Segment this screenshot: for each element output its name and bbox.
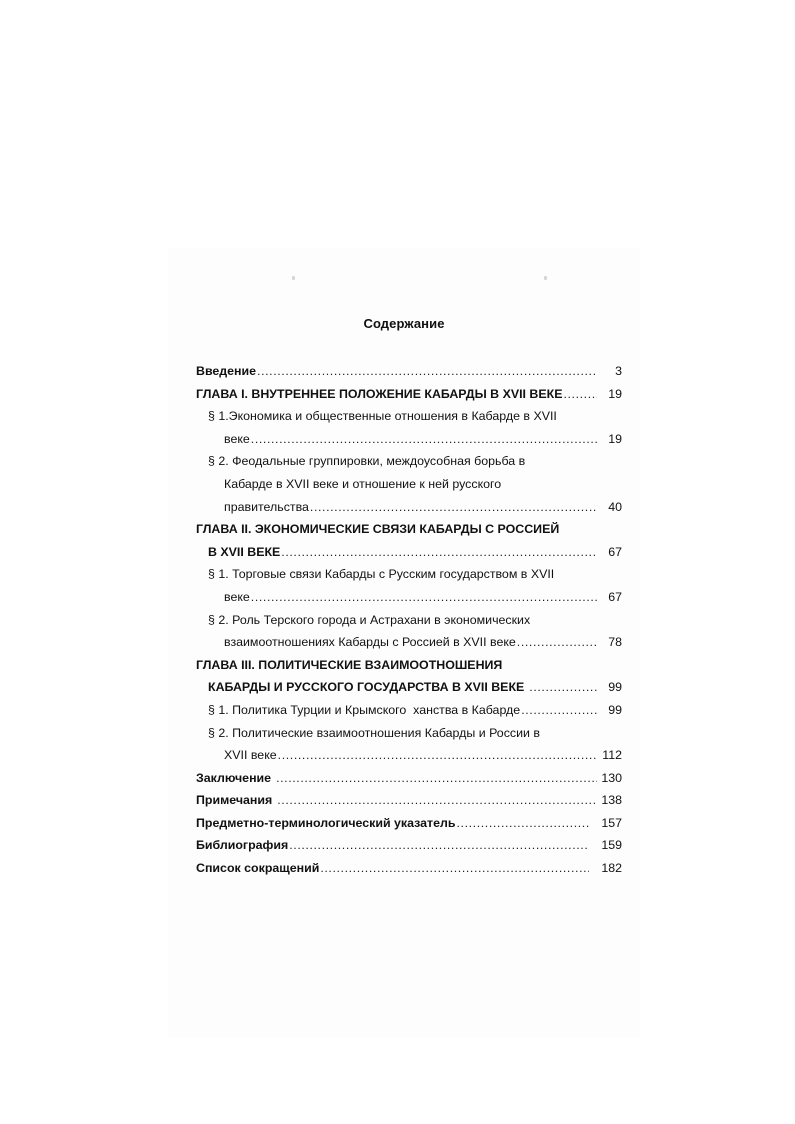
toc-entry-ch3-section-1[interactable]	[196, 699, 626, 722]
toc-entry-ch1-section-2-cont[interactable]	[196, 473, 626, 496]
toc-entry-ch2-section-2-cont[interactable]	[196, 631, 626, 654]
toc-entry-index[interactable]	[196, 812, 626, 835]
toc-entry-bibliography[interactable]	[196, 834, 626, 857]
dot-leader	[251, 586, 597, 609]
toc-entry-chapter-1[interactable]	[196, 383, 626, 406]
toc-entry-notes[interactable]	[196, 789, 626, 812]
toc-page-number: 3	[615, 364, 622, 378]
dot-leader	[251, 428, 597, 451]
dot-leader	[281, 541, 597, 564]
toc-page-number: 99	[608, 680, 622, 695]
toc-entry-intro[interactable]	[196, 360, 626, 383]
toc-page-number: 67	[608, 589, 622, 604]
scan-speck	[292, 276, 295, 280]
dot-leader	[289, 834, 589, 857]
toc-entry-conclusion[interactable]	[196, 767, 626, 790]
toc-entry-label: Предметно-терминологический указатель	[196, 815, 456, 830]
dot-leader	[257, 360, 597, 383]
toc-entry-ch3-section-2-cont[interactable]	[196, 744, 626, 767]
toc-entry-label: ГЛАВА I. ВНУТРЕННЕЕ ПОЛОЖЕНИЕ КАБАРДЫ В XVII ВЕКЕ	[196, 386, 563, 401]
toc-entry-chapter-3-cont[interactable]	[196, 676, 626, 699]
toc-entry-label: § 1. Торговые связи Кабарды с Русским государством в XVII	[208, 567, 555, 582]
table-of-contents	[196, 360, 626, 880]
toc-entry-ch1-section-1-cont[interactable]	[196, 428, 626, 451]
toc-entry-chapter-3[interactable]	[196, 654, 626, 677]
toc-entry-label: § 2. Политические взаимоотношения Кабарды и России в	[208, 725, 540, 740]
toc-entry-label: Заключение	[196, 770, 272, 785]
toc-entry-label: ГЛАВА II. ЭКОНОМИЧЕСКИЕ СВЯЗИ КАБАРДЫ С РОССИЕЙ	[196, 522, 560, 537]
toc-entry-label: § 1.Экономика и общественные отношения в Кабарде в XVII	[208, 409, 557, 424]
dot-leader	[320, 857, 589, 880]
toc-page-number: 138	[601, 793, 622, 808]
toc-page-number: 19	[608, 431, 622, 446]
toc-entry-ch1-section-1[interactable]	[196, 405, 626, 428]
toc-entry-chapter-2[interactable]	[196, 518, 626, 541]
toc-entry-chapter-2-cont[interactable]	[196, 541, 626, 564]
toc-entry-label: Кабарде в XVII веке и отношение к ней русского	[224, 476, 502, 491]
dot-leader	[277, 789, 597, 812]
toc-entry-label: веке	[224, 589, 250, 604]
toc-page-number: 159	[601, 838, 622, 853]
toc-entry-ch2-section-2[interactable]	[196, 609, 626, 632]
toc-page-number: 40	[608, 499, 622, 514]
toc-entry-label: В XVII ВЕКЕ	[208, 544, 281, 559]
toc-entry-label: Введение	[196, 364, 257, 378]
toc-entry-label: ГЛАВА III. ПОЛИТИЧЕСКИЕ ВЗАИМООТНОШЕНИЯ	[196, 657, 503, 672]
scan-speck	[544, 276, 547, 280]
toc-title: Содержание	[363, 316, 445, 331]
toc-page-number: 99	[608, 702, 622, 717]
toc-entry-abbreviations[interactable]	[196, 857, 626, 880]
toc-entry-ch2-section-1[interactable]	[196, 563, 626, 586]
dot-leader	[276, 767, 597, 790]
toc-entry-ch1-section-2-cont2[interactable]	[196, 496, 626, 519]
toc-entry-ch2-section-1-cont[interactable]	[196, 586, 626, 609]
toc-entry-ch3-section-2[interactable]	[196, 722, 626, 745]
toc-entry-label: § 2. Роль Терского города и Астрахани в экономических	[208, 612, 531, 627]
toc-entry-label: Библиография	[196, 838, 289, 853]
toc-entry-label: Примечания	[196, 793, 273, 808]
toc-entry-label: XVII веке	[224, 748, 277, 763]
dot-leader	[310, 496, 597, 519]
toc-entry-label: § 2. Феодальные группировки, междоусобная борьба в	[208, 454, 526, 469]
toc-page-number: 182	[601, 861, 622, 876]
toc-entry-label: Список сокращений	[196, 861, 320, 876]
toc-entry-label: § 1. Политика Турции и Крымского ханства в Кабарде	[208, 702, 521, 717]
toc-page-number: 157	[601, 815, 622, 830]
toc-entry-label: взаимоотношениях Кабарды с Россией в XVII веке	[224, 635, 516, 650]
toc-entry-label: правительства	[224, 499, 309, 514]
dot-leader	[278, 744, 597, 767]
toc-page-number: 19	[608, 386, 622, 401]
toc-page-number: 130	[601, 770, 622, 785]
toc-entry-label: веке	[224, 431, 250, 446]
toc-page-number: 112	[602, 748, 622, 763]
toc-entry-label: КАБАРДЫ И РУССКОГО ГОСУДАРСТВА В XVII ВЕКЕ	[208, 680, 525, 695]
toc-page-number: 67	[608, 544, 622, 559]
toc-entry-ch1-section-2[interactable]	[196, 450, 626, 473]
dot-leader	[456, 812, 589, 835]
toc-page-number: 78	[608, 635, 622, 650]
